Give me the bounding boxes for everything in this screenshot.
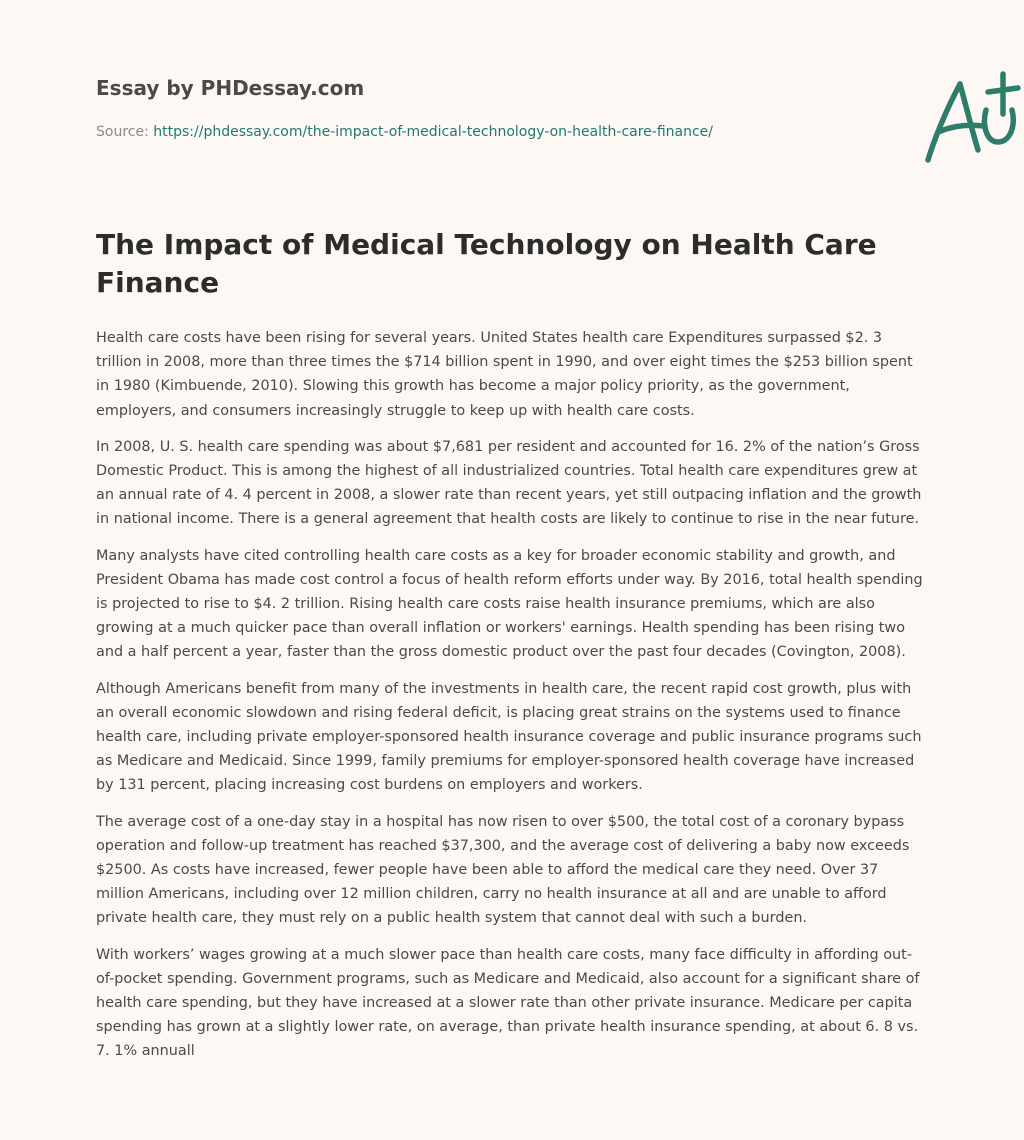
paragraph: Health care costs have been rising for several years. United States health care Expenditures surpassed $2. 3 trillion in 2008, more than three times the $714 billion spent in 1990, and over eight times the $253 billion spent in 1980 (Kimbuende, 2010). Slowing this growth has become a major policy priority, as the government, employers, and consumers increasingly struggle to keep up with health care costs. (96, 330, 913, 419)
paragraph: The average cost of a one-day stay in a hospital has now risen to over $500, the total cost of a coronary bypass operation and follow-up treatment has reached $37,300, and the average cost of delivering a baby now exceeds $2500. As costs have increased, fewer people have been able to afford the medical care they need. Over 37 million Americans, including over 12 million children, carry no health insurance at all and are unable to afford private health care, they must rely on a public health system that cannot deal with such a burden. (96, 813, 910, 927)
source-line (96, 124, 713, 140)
paragraph: In 2008, U. S. health care spending was about $7,681 per resident and accounted for 16. 2% of the nation’s Gross Domestic Product. This is among the highest of all industrialized countries. Total health care expenditures grew at an annual rate of 4. 4 percent in 2008, a slower rate than recent years, yet still outpacing inflation and the growth in national income. There is a general agreement that health costs are likely to continue to rise in the near future. (96, 438, 922, 528)
source-label: Source: (96, 124, 154, 140)
paragraph: Although Americans benefit from many of the investments in health care, the recent rapid cost growth, plus with an overall economic slowdown and rising federal deficit, is placing great strains on the systems used to finance health care, including private employer-sponsored health insurance coverage and public insurance programs such as Medicare and Medicaid. Since 1999, family premiums for employer-sponsored health coverage have increased by 131 percent, placing increasing cost burdens on employers and workers. (96, 680, 922, 794)
source-link[interactable]: https://phdessay.com/the-impact-of-medical-technology-on-health-care-finance/ (153, 124, 713, 140)
site-brand: Essay by PHDessay.com (96, 76, 365, 100)
essay-body (96, 326, 930, 1076)
paragraph: With workers’ wages growing at a much slower pace than health care costs, many face difficulty in affording out-of-pocket spending. Government programs, such as Medicare and Medicaid, also account for a significant share of health care spending, but they have increased at a slower rate than other private insurance. Medicare per capita spending has grown at a slightly lower rate, on average, than private health insurance spending, at about 6. 8 vs. 7. 1% annuall (96, 946, 920, 1060)
essay-title: The Impact of Medical Technology on Health Care Finance (96, 228, 877, 299)
paragraph: Many analysts have cited controlling health care costs as a key for broader economic stability and growth, and President Obama has made cost control a focus of health reform efforts under way. By 2016, total health spending is projected to rise to $4. 2 trillion. Rising health care costs raise health insurance premiums, which are also growing at a much quicker pace than overall inflation or workers' earnings. Health spending has been rising two and a half percent a year, faster than the gross domestic product over the past four decades (Covington, 2008). (96, 547, 923, 661)
a-plus-logo-icon (916, 70, 1024, 166)
